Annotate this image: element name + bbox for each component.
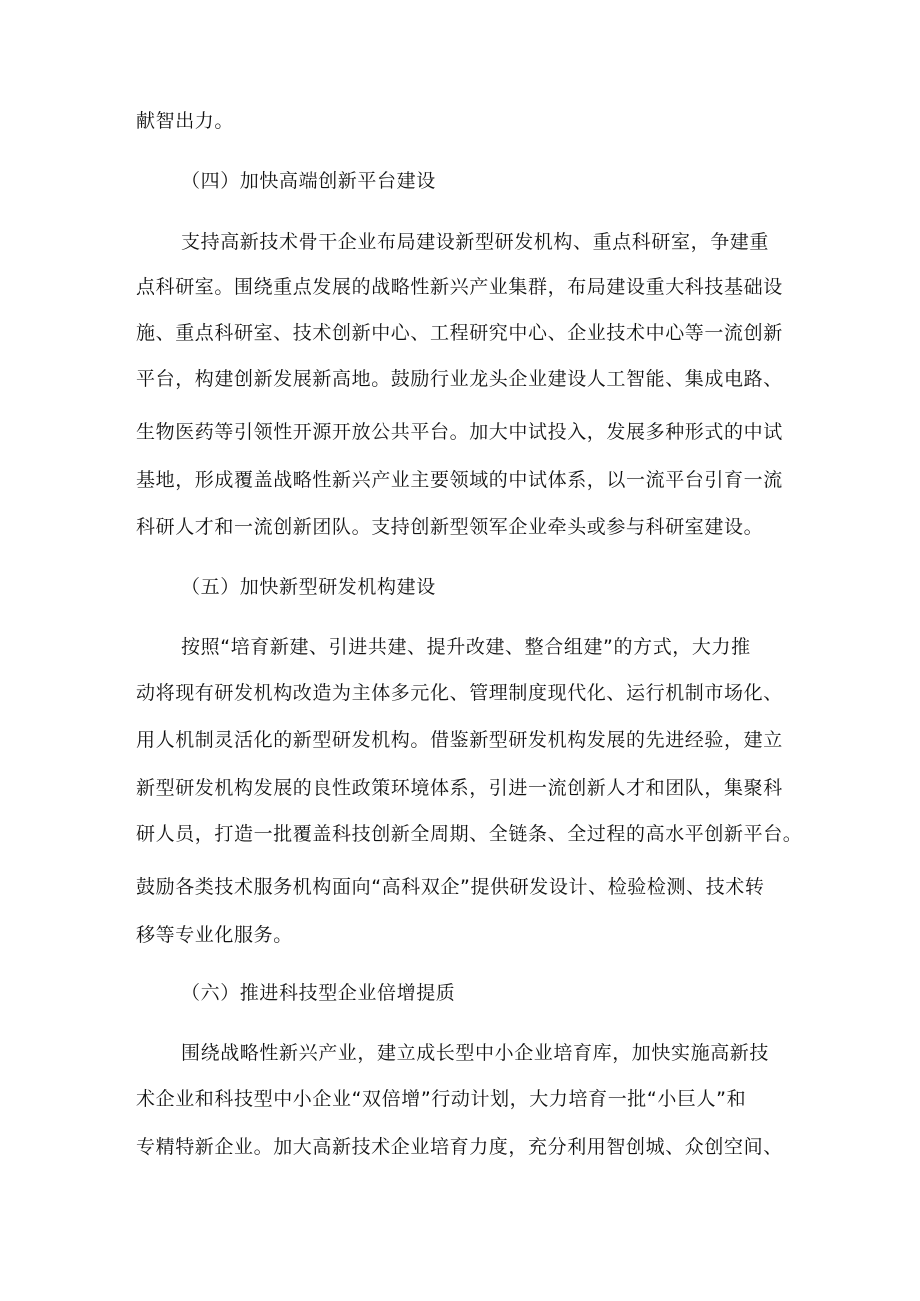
paragraph-line: 科研人才和一流创新团队。支持创新型领军企业牵头或参与科研室建设。 — [136, 516, 764, 538]
section-heading: （五）加快新型研发机构建设 — [181, 576, 436, 598]
paragraph-line: 生物医药等引领性开源开放公共平台。加大中试投入，发展多种形式的中试 — [136, 421, 783, 443]
paragraph-line: 支持高新技术骨干企业布局建设新型研发机构、重点科研室，争建重 — [181, 231, 770, 253]
paragraph-line: 鼓励各类技术服务机构面向“高科双企”提供研发设计、检验检测、技术转 — [136, 876, 765, 898]
paragraph-line: 研人员，打造一批覆盖科技创新全周期、全链条、全过程的高水平创新平台。 — [136, 823, 803, 845]
paragraph-line: 用人机制灵活化的新型研发机构。借鉴新型研发机构发展的先进经验，建立 — [136, 729, 783, 751]
paragraph-line: 献智出力。 — [136, 110, 235, 132]
paragraph-line: 按照“培育新建、引进共建、提升改建、整合组建”的方式，大力推 — [181, 636, 751, 658]
paragraph-line: 平台，构建创新发展新高地。鼓励行业龙头企业建设人工智能、集成电路、 — [136, 368, 783, 390]
paragraph-line: 术企业和科技型中小企业“双倍增”行动计划，大力培育一批“小巨人”和 — [136, 1088, 747, 1110]
paragraph-line: 点科研室。围绕重点发展的战略性新兴产业集群，布局建设重大科技基础设 — [136, 276, 783, 298]
paragraph-line: 施、重点科研室、技术创新中心、工程研究中心、企业技术中心等一流创新 — [136, 322, 783, 344]
paragraph-line: 新型研发机构发展的良性政策环境体系，引进一流创新人才和团队，集聚科 — [136, 777, 783, 799]
paragraph-line: 动将现有研发机构改造为主体多元化、管理制度现代化、运行机制市场化、 — [136, 682, 783, 704]
paragraph-line: 围绕战略性新兴产业，建立成长型中小企业培育库，加快实施高新技 — [181, 1042, 770, 1064]
paragraph-line: 专精特新企业。加大高新技术企业培育力度，充分利用智创城、众创空间、 — [136, 1136, 783, 1158]
section-heading: （六）推进科技型企业倍增提质 — [181, 982, 456, 1004]
paragraph-line: 基地，形成覆盖战略性新兴产业主要领域的中试体系，以一流平台引育一流 — [136, 469, 783, 491]
paragraph-line: 移等专业化服务。 — [136, 924, 293, 946]
section-heading: （四）加快高端创新平台建设 — [181, 170, 436, 192]
